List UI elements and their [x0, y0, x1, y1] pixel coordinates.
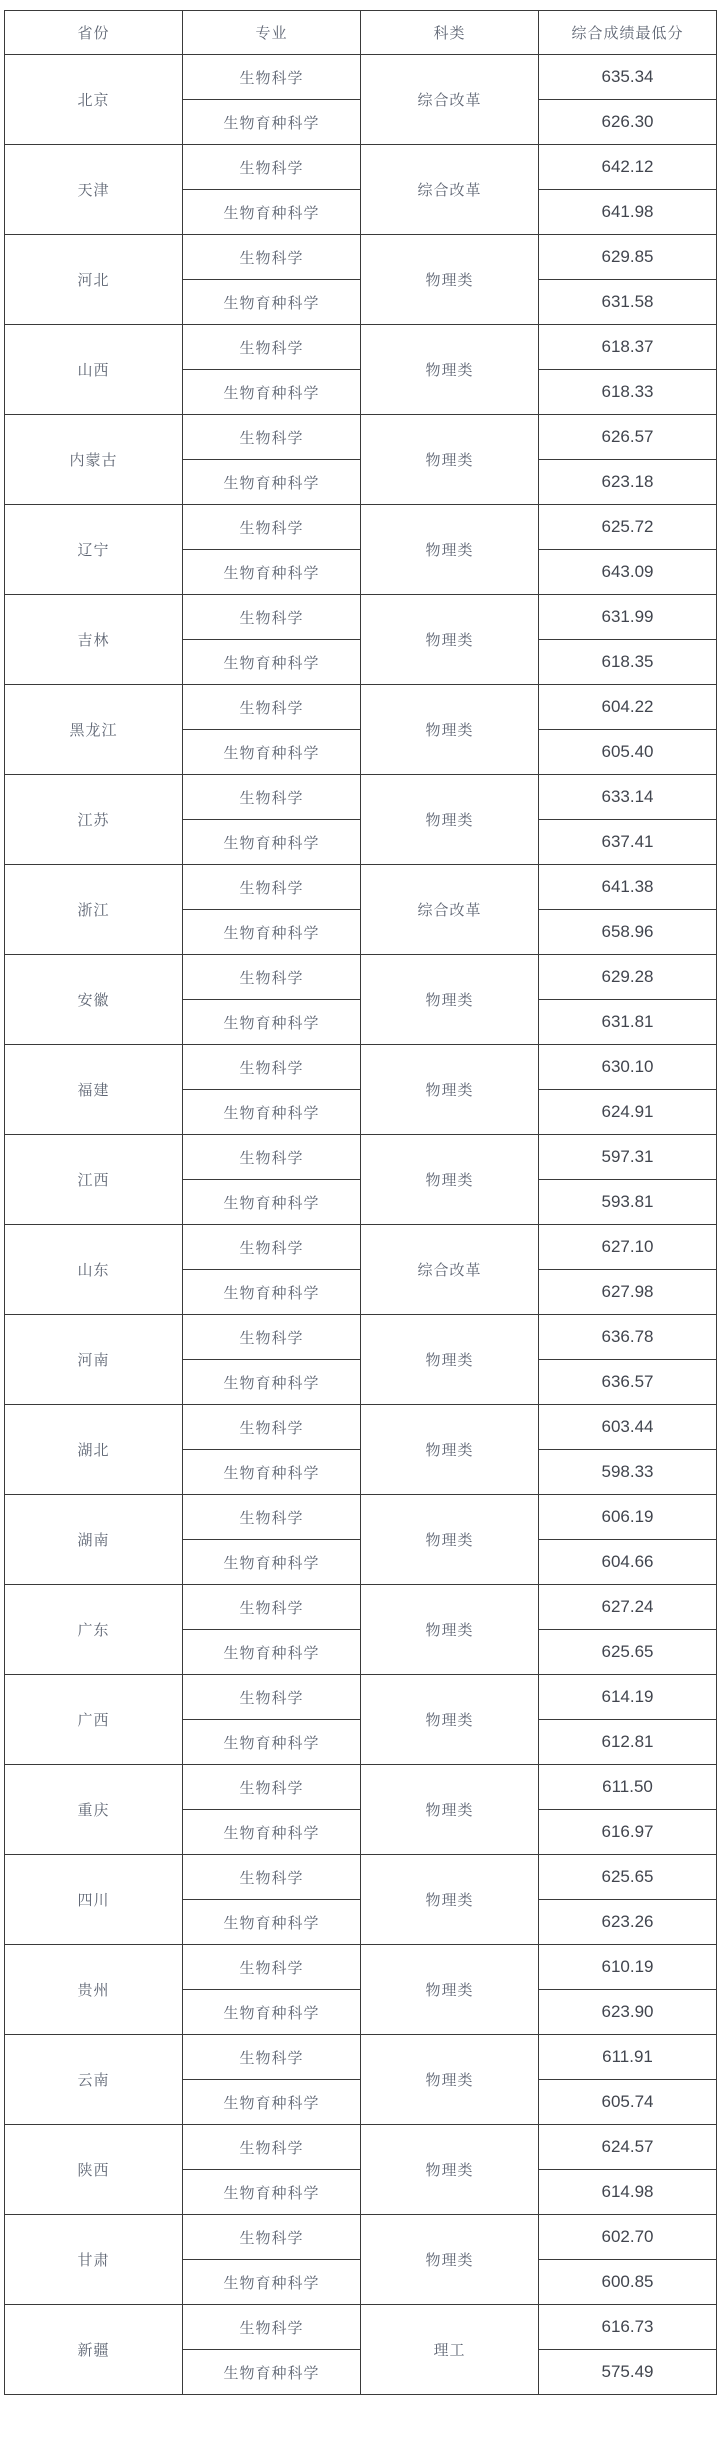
province-cell: 河北: [5, 235, 183, 325]
category-cell: 物理类: [361, 1045, 539, 1135]
category-cell: 物理类: [361, 1855, 539, 1945]
major-cell: 生物育种科学: [183, 1900, 361, 1945]
score-cell: 625.65: [539, 1630, 717, 1675]
score-cell: 624.57: [539, 2125, 717, 2170]
score-cell: 598.33: [539, 1450, 717, 1495]
score-cell: 631.99: [539, 595, 717, 640]
category-cell: 综合改革: [361, 55, 539, 145]
table-row: [5, 1405, 717, 1450]
score-cell: 614.19: [539, 1675, 717, 1720]
category-cell: 物理类: [361, 2035, 539, 2125]
major-cell: 生物科学: [183, 595, 361, 640]
table-row: [5, 1495, 717, 1540]
table-row: [5, 2305, 717, 2350]
score-cell: 627.10: [539, 1225, 717, 1270]
province-cell: 浙江: [5, 865, 183, 955]
province-cell: 云南: [5, 2035, 183, 2125]
admission-scores-table: [4, 10, 717, 2395]
province-cell: 天津: [5, 145, 183, 235]
score-cell: 631.58: [539, 280, 717, 325]
major-cell: 生物科学: [183, 1855, 361, 1900]
major-cell: 生物育种科学: [183, 1000, 361, 1045]
province-cell: 贵州: [5, 1945, 183, 2035]
table-row: [5, 955, 717, 1000]
category-cell: 物理类: [361, 1495, 539, 1585]
province-cell: 四川: [5, 1855, 183, 1945]
score-cell: 604.66: [539, 1540, 717, 1585]
province-cell: 福建: [5, 1045, 183, 1135]
major-cell: 生物科学: [183, 1675, 361, 1720]
province-cell: 安徽: [5, 955, 183, 1045]
major-cell: 生物科学: [183, 2035, 361, 2080]
major-cell: 生物科学: [183, 1315, 361, 1360]
table-row: [5, 1315, 717, 1360]
score-cell: 636.78: [539, 1315, 717, 1360]
category-cell: 物理类: [361, 1405, 539, 1495]
province-cell: 江苏: [5, 775, 183, 865]
province-cell: 黑龙江: [5, 685, 183, 775]
province-cell: 河南: [5, 1315, 183, 1405]
major-cell: 生物科学: [183, 55, 361, 100]
table-row: [5, 2035, 717, 2080]
major-cell: 生物科学: [183, 1585, 361, 1630]
major-cell: 生物育种科学: [183, 1360, 361, 1405]
province-cell: 湖南: [5, 1495, 183, 1585]
category-cell: 物理类: [361, 1315, 539, 1405]
score-cell: 637.41: [539, 820, 717, 865]
table-row: [5, 775, 717, 820]
major-cell: 生物育种科学: [183, 1720, 361, 1765]
category-cell: 物理类: [361, 1585, 539, 1675]
score-cell: 605.40: [539, 730, 717, 775]
major-cell: 生物育种科学: [183, 820, 361, 865]
table-row: [5, 1225, 717, 1270]
major-cell: 生物育种科学: [183, 1540, 361, 1585]
category-cell: 物理类: [361, 595, 539, 685]
category-cell: 物理类: [361, 775, 539, 865]
major-cell: 生物科学: [183, 2125, 361, 2170]
score-cell: 606.19: [539, 1495, 717, 1540]
major-cell: 生物科学: [183, 235, 361, 280]
category-cell: 物理类: [361, 325, 539, 415]
category-cell: 综合改革: [361, 1225, 539, 1315]
major-cell: 生物科学: [183, 505, 361, 550]
major-cell: 生物科学: [183, 1405, 361, 1450]
table-row: [5, 235, 717, 280]
major-cell: 生物育种科学: [183, 370, 361, 415]
province-cell: 广西: [5, 1675, 183, 1765]
category-cell: 物理类: [361, 685, 539, 775]
score-cell: 625.72: [539, 505, 717, 550]
score-cell: 611.50: [539, 1765, 717, 1810]
score-cell: 604.22: [539, 685, 717, 730]
major-cell: 生物育种科学: [183, 910, 361, 955]
score-cell: 593.81: [539, 1180, 717, 1225]
category-cell: 综合改革: [361, 145, 539, 235]
major-cell: 生物科学: [183, 955, 361, 1000]
major-cell: 生物育种科学: [183, 190, 361, 235]
province-cell: 吉林: [5, 595, 183, 685]
province-cell: 甘肃: [5, 2215, 183, 2305]
major-cell: 生物育种科学: [183, 1180, 361, 1225]
province-cell: 山东: [5, 1225, 183, 1315]
score-cell: 614.98: [539, 2170, 717, 2215]
province-cell: 湖北: [5, 1405, 183, 1495]
table-row: [5, 415, 717, 460]
column-header-province: 省份: [5, 11, 183, 55]
table-row: [5, 2125, 717, 2170]
major-cell: 生物科学: [183, 1225, 361, 1270]
score-cell: 642.12: [539, 145, 717, 190]
score-cell: 603.44: [539, 1405, 717, 1450]
table-body: [5, 55, 717, 2395]
score-cell: 641.98: [539, 190, 717, 235]
province-cell: 广东: [5, 1585, 183, 1675]
score-cell: 658.96: [539, 910, 717, 955]
major-cell: 生物科学: [183, 2215, 361, 2260]
category-cell: 物理类: [361, 1135, 539, 1225]
major-cell: 生物科学: [183, 865, 361, 910]
score-cell: 611.91: [539, 2035, 717, 2080]
column-header-min-score: 综合成绩最低分: [539, 11, 717, 55]
table-row: [5, 55, 717, 100]
table-row: [5, 1675, 717, 1720]
score-cell: 643.09: [539, 550, 717, 595]
province-cell: 山西: [5, 325, 183, 415]
major-cell: 生物育种科学: [183, 1990, 361, 2035]
major-cell: 生物科学: [183, 685, 361, 730]
major-cell: 生物育种科学: [183, 1630, 361, 1675]
major-cell: 生物育种科学: [183, 640, 361, 685]
score-cell: 623.18: [539, 460, 717, 505]
column-header-major: 专业: [183, 11, 361, 55]
province-cell: 陕西: [5, 2125, 183, 2215]
category-cell: 物理类: [361, 2125, 539, 2215]
score-cell: 616.73: [539, 2305, 717, 2350]
table-row: [5, 1855, 717, 1900]
score-cell: 618.37: [539, 325, 717, 370]
province-cell: 江西: [5, 1135, 183, 1225]
score-cell: 623.26: [539, 1900, 717, 1945]
major-cell: 生物育种科学: [183, 2350, 361, 2395]
score-cell: 618.35: [539, 640, 717, 685]
major-cell: 生物育种科学: [183, 1270, 361, 1315]
major-cell: 生物科学: [183, 775, 361, 820]
category-cell: 物理类: [361, 1765, 539, 1855]
major-cell: 生物育种科学: [183, 1450, 361, 1495]
major-cell: 生物科学: [183, 1765, 361, 1810]
table-row: [5, 325, 717, 370]
table-row: [5, 865, 717, 910]
score-cell: 605.74: [539, 2080, 717, 2125]
major-cell: 生物育种科学: [183, 100, 361, 145]
score-cell: 616.97: [539, 1810, 717, 1855]
score-cell: 612.81: [539, 1720, 717, 1765]
major-cell: 生物科学: [183, 415, 361, 460]
major-cell: 生物育种科学: [183, 460, 361, 505]
major-cell: 生物育种科学: [183, 550, 361, 595]
score-cell: 627.24: [539, 1585, 717, 1630]
score-cell: 623.90: [539, 1990, 717, 2035]
table-header-row: [5, 11, 717, 55]
table-row: [5, 595, 717, 640]
table-header: [5, 11, 717, 55]
score-cell: 618.33: [539, 370, 717, 415]
table-row: [5, 1585, 717, 1630]
table-row: [5, 2215, 717, 2260]
table-row: [5, 505, 717, 550]
province-cell: 新疆: [5, 2305, 183, 2395]
table-row: [5, 1945, 717, 1990]
province-cell: 北京: [5, 55, 183, 145]
table-row: [5, 1045, 717, 1090]
score-cell: 602.70: [539, 2215, 717, 2260]
table-row: [5, 685, 717, 730]
column-header-category: 科类: [361, 11, 539, 55]
score-cell: 626.30: [539, 100, 717, 145]
category-cell: 理工: [361, 2305, 539, 2395]
province-cell: 重庆: [5, 1765, 183, 1855]
score-cell: 631.81: [539, 1000, 717, 1045]
major-cell: 生物育种科学: [183, 2080, 361, 2125]
province-cell: 内蒙古: [5, 415, 183, 505]
major-cell: 生物科学: [183, 1135, 361, 1180]
table-row: [5, 1765, 717, 1810]
score-cell: 635.34: [539, 55, 717, 100]
category-cell: 物理类: [361, 2215, 539, 2305]
category-cell: 物理类: [361, 955, 539, 1045]
category-cell: 物理类: [361, 1945, 539, 2035]
score-cell: 641.38: [539, 865, 717, 910]
score-cell: 626.57: [539, 415, 717, 460]
major-cell: 生物育种科学: [183, 2260, 361, 2305]
major-cell: 生物育种科学: [183, 1090, 361, 1135]
major-cell: 生物科学: [183, 1945, 361, 1990]
score-cell: 630.10: [539, 1045, 717, 1090]
score-cell: 636.57: [539, 1360, 717, 1405]
table-row: [5, 145, 717, 190]
score-cell: 600.85: [539, 2260, 717, 2305]
major-cell: 生物育种科学: [183, 1810, 361, 1855]
score-cell: 610.19: [539, 1945, 717, 1990]
major-cell: 生物科学: [183, 145, 361, 190]
score-cell: 624.91: [539, 1090, 717, 1135]
major-cell: 生物育种科学: [183, 280, 361, 325]
category-cell: 综合改革: [361, 865, 539, 955]
score-cell: 627.98: [539, 1270, 717, 1315]
major-cell: 生物育种科学: [183, 2170, 361, 2215]
score-cell: 597.31: [539, 1135, 717, 1180]
category-cell: 物理类: [361, 415, 539, 505]
score-cell: 575.49: [539, 2350, 717, 2395]
score-cell: 625.65: [539, 1855, 717, 1900]
major-cell: 生物科学: [183, 2305, 361, 2350]
major-cell: 生物科学: [183, 325, 361, 370]
category-cell: 物理类: [361, 235, 539, 325]
score-cell: 629.28: [539, 955, 717, 1000]
score-cell: 629.85: [539, 235, 717, 280]
major-cell: 生物育种科学: [183, 730, 361, 775]
category-cell: 物理类: [361, 1675, 539, 1765]
score-cell: 633.14: [539, 775, 717, 820]
category-cell: 物理类: [361, 505, 539, 595]
table-row: [5, 1135, 717, 1180]
major-cell: 生物科学: [183, 1045, 361, 1090]
major-cell: 生物科学: [183, 1495, 361, 1540]
province-cell: 辽宁: [5, 505, 183, 595]
